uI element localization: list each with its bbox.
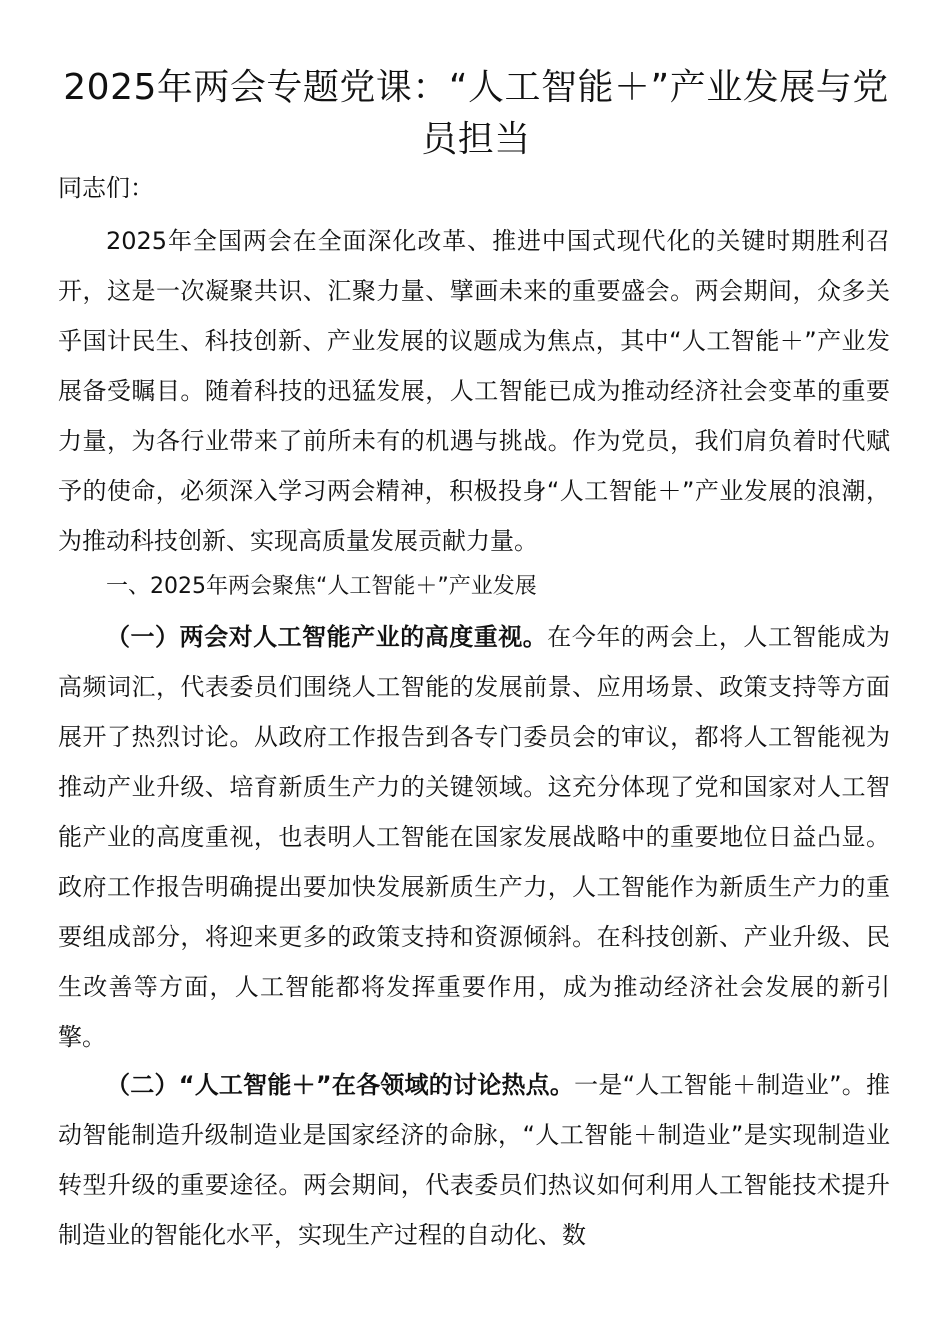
paragraph-2-lead: （二）“人工智能＋”在各领域的讨论热点。 [106, 1071, 575, 1099]
greeting: 同志们： [58, 174, 154, 202]
paragraph-2-text: 一是“人工智能＋制造业”。推动智能制造升级制造业是国家经济的命脉，“人工智能＋制造业”是实现制造业转型升级的重要途径。两会期间，代表委员们热议如何利用人工智能技术提升制造业的智能化水平，实现生产过程的自动化、数 [58, 1071, 890, 1249]
paragraph-2 [58, 1060, 890, 1260]
paragraph-1 [58, 612, 890, 1062]
document-title: 2025年两会专题党课：“人工智能＋”产业发展与党员担当 [63, 67, 889, 160]
paragraph-1-lead: （一）两会对人工智能产业的高度重视。 [106, 623, 548, 651]
paragraph-1-text: 在今年的两会上，人工智能成为高频词汇，代表委员们围绕人工智能的发展前景、应用场景、政策支持等方面展开了热烈讨论。从政府工作报告到各专门委员会的审议，都将人工智能视为推动产业升级、培育新质生产力的关键领域。这充分体现了党和国家对人工智能产业的高度重视，也表明人工智能在国家发展战略中的重要地位日益凸显。政府工作报告明确提出要加快发展新质生产力，人工智能作为新质生产力的重要组成部分，将迎来更多的政策支持和资源倾斜。在科技创新、产业升级、民生改善等方面，人工智能都将发挥重要作用，成为推动经济社会发展的新引擎。 [58, 623, 891, 1051]
intro-paragraph: 2025年全国两会在全面深化改革、推进中国式现代化的关键时期胜利召开，这是一次凝聚共识、汇聚力量、擘画未来的重要盛会。两会期间，众多关乎国计民生、科技创新、产业发展的议题成为焦点，其中“人工智能＋”产业发展备受瞩目。随着科技的迅猛发展，人工智能已成为推动经济社会变革的重要力量，为各行业带来了前所未有的机遇与挑战。作为党员，我们肩负着时代赋予的使命，必须深入学习两会精神，积极投身“人工智能＋”产业发展的浪潮，为推动科技创新、实现高质量发展贡献力量。 [58, 227, 890, 555]
section-heading: 一、2025年两会聚焦“人工智能＋”产业发展 [106, 574, 537, 599]
